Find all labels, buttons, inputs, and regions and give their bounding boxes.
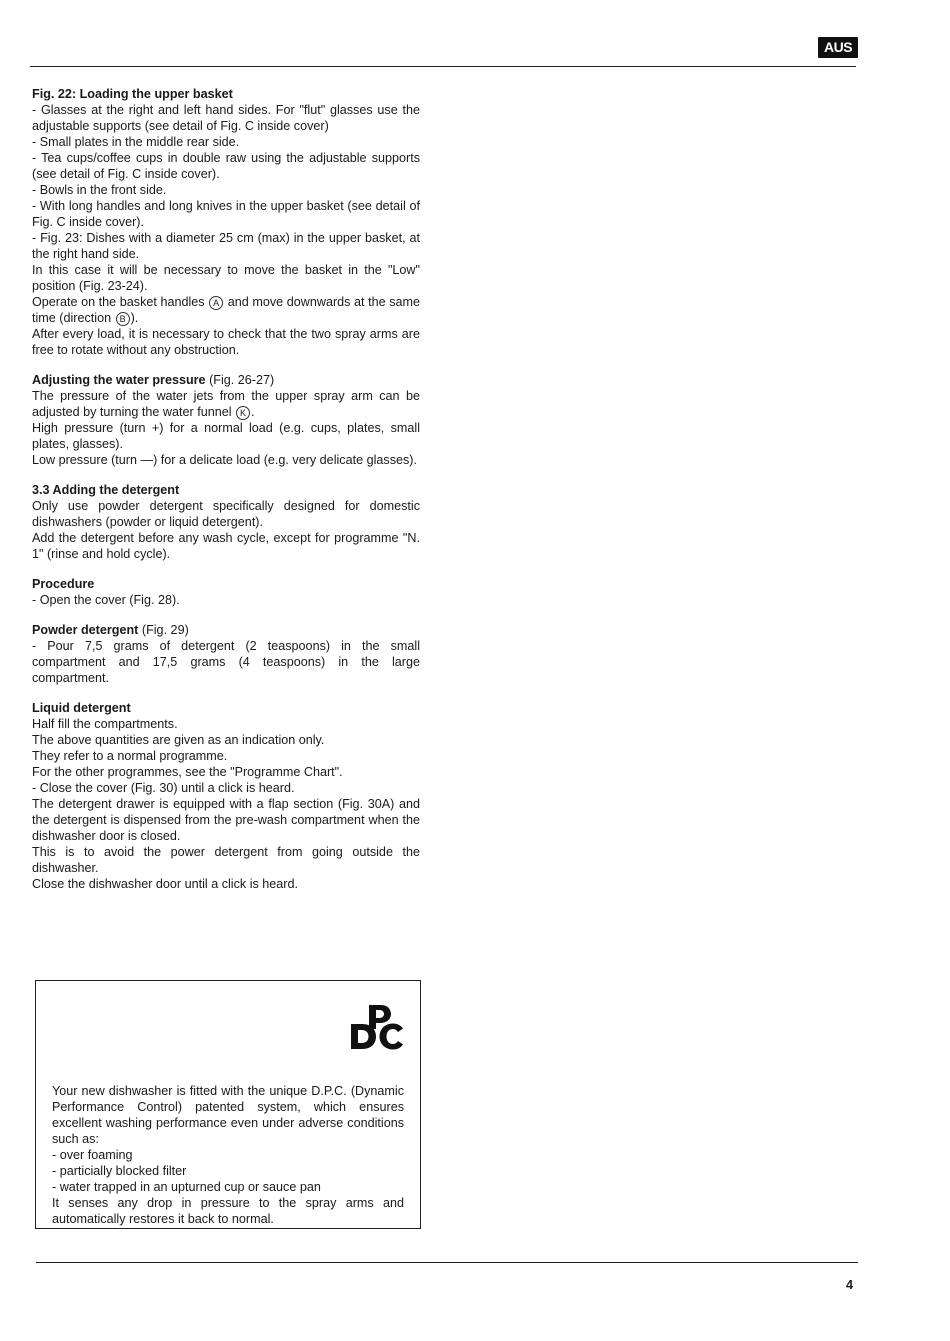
section-heading-line — [32, 622, 420, 638]
paragraph: - Open the cover (Fig. 28). — [32, 593, 180, 607]
paragraph: - Small plates in the middle rear side. — [32, 135, 240, 149]
paragraph: They refer to a normal programme. — [32, 749, 228, 763]
section-heading: 3.3 Adding the detergent — [32, 483, 180, 497]
page-number: 4 — [846, 1278, 854, 1292]
region-badge: AUS — [818, 37, 858, 58]
paragraph — [32, 388, 420, 420]
section-procedure — [32, 576, 420, 608]
figure-reference: (Fig. 29) — [141, 623, 189, 637]
paragraph: In this case it will be necessary to move the basket in the "Low" position (Fig. 23-24). — [32, 263, 420, 293]
dpc-info-box — [35, 980, 421, 1229]
paragraph: Half fill the compartments. — [32, 717, 178, 731]
circled-letter-b-icon: B — [116, 312, 130, 326]
section-adding-detergent — [32, 482, 420, 562]
section-heading: Fig. 22: Loading the upper basket — [32, 87, 233, 101]
circled-letter-a-icon: A — [209, 296, 223, 310]
top-rule — [30, 66, 856, 67]
section-heading: Adjusting the water pressure — [32, 373, 206, 387]
text-segment: The pressure of the water jets from the upper spray arm can be adjusted by turning the water funnel — [32, 389, 420, 419]
section-heading: Powder detergent — [32, 623, 139, 637]
text-segment: . — [251, 405, 255, 419]
section-heading: Procedure — [32, 577, 95, 591]
circled-letter-k-icon: K — [236, 406, 250, 420]
dpc-logo-icon — [349, 1003, 405, 1051]
text-segment: and move downwards at the same time (direction — [32, 295, 421, 325]
paragraph: For the other programmes, see the "Programme Chart". — [32, 765, 343, 779]
text-segment: Operate on the basket handles — [32, 295, 205, 309]
paragraph: This is to avoid the power detergent from going outside the dishwasher. — [32, 845, 420, 875]
bottom-rule — [36, 1262, 858, 1263]
paragraph: Only use powder detergent specifically designed for domestic dishwashers (powder or liquid detergent). — [32, 499, 420, 529]
paragraph: - Fig. 23: Dishes with a diameter 25 cm (max) in the upper basket, at the right hand side. — [32, 231, 420, 261]
paragraph: The detergent drawer is equipped with a flap section (Fig. 30A) and the detergent is dispensed from the pre-wash compartment when the dishwasher door is closed. — [32, 797, 420, 843]
section-heading-line — [32, 372, 420, 388]
main-text-column — [32, 86, 420, 892]
paragraph: After every load, it is necessary to check that the two spray arms are free to rotate without any obstruction. — [32, 327, 420, 357]
paragraph: - Glasses at the right and left hand sides. For "flut" glasses use the adjustable supports (see detail of Fig. C inside cover) — [32, 103, 420, 133]
section-heading: Liquid detergent — [32, 701, 131, 715]
paragraph: It senses any drop in pressure to the spray arms and automatically restores it back to normal. — [52, 1196, 404, 1226]
figure-reference: (Fig. 26-27) — [209, 373, 275, 387]
section-water-pressure — [32, 372, 420, 468]
dpc-description — [52, 1083, 404, 1227]
paragraph: Low pressure (turn —) for a delicate load (e.g. very delicate glasses). — [32, 453, 417, 467]
paragraph: Add the detergent before any wash cycle, except for programme "N. 1" (rinse and hold cycle). — [32, 531, 420, 561]
paragraph: - Pour 7,5 grams of detergent (2 teaspoons) in the small compartment and 17,5 grams (4 teaspoons) in the large compartment. — [32, 639, 420, 685]
paragraph: Close the dishwasher door until a click is heard. — [32, 877, 298, 891]
paragraph: - Close the cover (Fig. 30) until a click is heard. — [32, 781, 295, 795]
paragraph: The above quantities are given as an indication only. — [32, 733, 325, 747]
paragraph — [32, 294, 420, 326]
list-item: - particially blocked filter — [52, 1164, 187, 1178]
paragraph: Your new dishwasher is fitted with the unique D.P.C. (Dynamic Performance Control) patented system, which ensures excellent washing performance even under adverse conditions such as: — [52, 1084, 404, 1146]
paragraph: - With long handles and long knives in the upper basket (see detail of Fig. C inside cover). — [32, 199, 420, 229]
section-liquid-detergent — [32, 700, 420, 892]
list-item: - water trapped in an upturned cup or sauce pan — [52, 1180, 321, 1194]
section-powder-detergent — [32, 622, 420, 686]
list-item: - over foaming — [52, 1148, 133, 1162]
paragraph: - Tea cups/coffee cups in double raw using the adjustable supports (see detail of Fig. C inside cover). — [32, 151, 420, 181]
section-upper-basket — [32, 86, 420, 358]
paragraph: - Bowls in the front side. — [32, 183, 167, 197]
text-segment: ). — [130, 311, 139, 325]
paragraph: High pressure (turn +) for a normal load (e.g. cups, plates, small plates, glasses). — [32, 421, 420, 451]
